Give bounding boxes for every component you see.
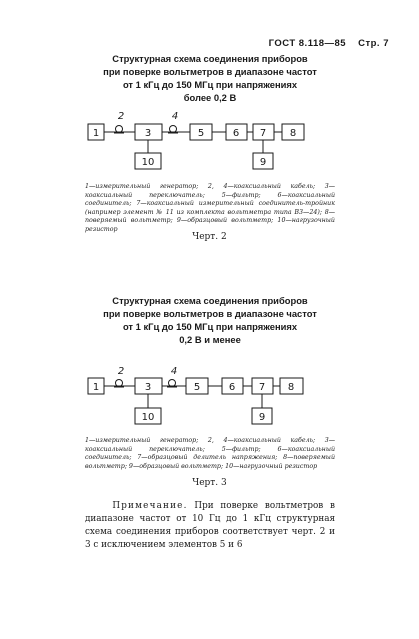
- block-label: 1: [92, 382, 100, 393]
- title-line: 0,2 В и менее: [179, 334, 241, 345]
- block-diagram-3: [0, 366, 419, 436]
- note-lead: Примечание.: [112, 501, 188, 511]
- block-label: 9: [258, 412, 266, 423]
- title-line: при поверке вольтметров в диапазоне частот: [103, 308, 317, 319]
- block-label: 5: [193, 382, 201, 393]
- title-line: более 0,2 В: [183, 92, 237, 103]
- standard-number: ГОСТ 8.118—85: [268, 38, 347, 49]
- block-label: 8: [289, 128, 297, 139]
- block-diagram-2: [0, 108, 419, 178]
- block-label: 7: [259, 128, 267, 139]
- block-label: 8: [287, 382, 295, 393]
- connector-label: 2: [117, 111, 125, 122]
- title-line: Структурная схема соединения приборов: [112, 295, 308, 306]
- block-label: 7: [258, 382, 266, 393]
- note-paragraph: [85, 500, 335, 552]
- page-header: [269, 38, 389, 49]
- title-line: при поверке вольтметров в диапазоне частот: [103, 66, 317, 77]
- diagram-3-legend: 1—измерительный генератор; 2, 4—коаксиальный кабель; 3—коаксиальный переключатель; 5—фильтр; 6—коаксиальный соединитель; 7—образцовый делитель напряжения; 8—поверяемый вольтметр; 9—образцовый вольтметр; 10—нагрузочный резистор: [85, 437, 335, 470]
- figure-caption: Черт. 3: [192, 478, 227, 488]
- connector-label: 4: [170, 366, 178, 377]
- figure-caption: Черт. 2: [192, 232, 227, 242]
- coax-cable-icon: [116, 126, 123, 133]
- connector-label: 2: [117, 366, 125, 377]
- connector-label: 4: [171, 111, 179, 122]
- block-label: 3: [144, 128, 152, 139]
- coax-cable-icon: [116, 380, 123, 387]
- page-number: Стр. 7: [358, 38, 389, 49]
- block-label: 3: [144, 382, 152, 393]
- coax-cable-icon: [169, 380, 176, 387]
- title-line: Структурная схема соединения приборов: [112, 53, 308, 64]
- block-label: 10: [141, 412, 155, 423]
- diagram-3-title: [60, 294, 360, 346]
- block-label: 1: [92, 128, 100, 139]
- title-line: от 1 кГц до 150 МГц при напряжениях: [122, 79, 298, 90]
- coax-cable-icon: [170, 126, 177, 133]
- title-line: от 1 кГц до 150 МГц при напряжениях: [122, 321, 298, 332]
- diagram-2-title: [60, 52, 360, 104]
- block-label: 9: [259, 157, 267, 168]
- note-text: При поверке вольтметров в диапазоне частот от 10 Гц до 1 кГц структурная схема соединения приборов соответствует черт. 2 и 3 с исключением элементов 5 и 6: [85, 501, 335, 550]
- block-label: 5: [197, 128, 205, 139]
- diagram-2-legend: 1—измерительный генератор; 2, 4—коаксиальный кабель; 3—коаксиальный переключатель; 5—фильтр; 6—коаксиальный соединитель; 7—коаксиальный измерительный соединитель-тройник (например элемент № 11 из комплекта вольтметра типа В3—24); 8—поверяемый вольтметр; 9—образцовый вольтметр; 10—нагрузочный резистор: [85, 183, 335, 233]
- block-label: 6: [228, 382, 236, 393]
- block-label: 10: [141, 157, 155, 168]
- block-label: 6: [232, 128, 240, 139]
